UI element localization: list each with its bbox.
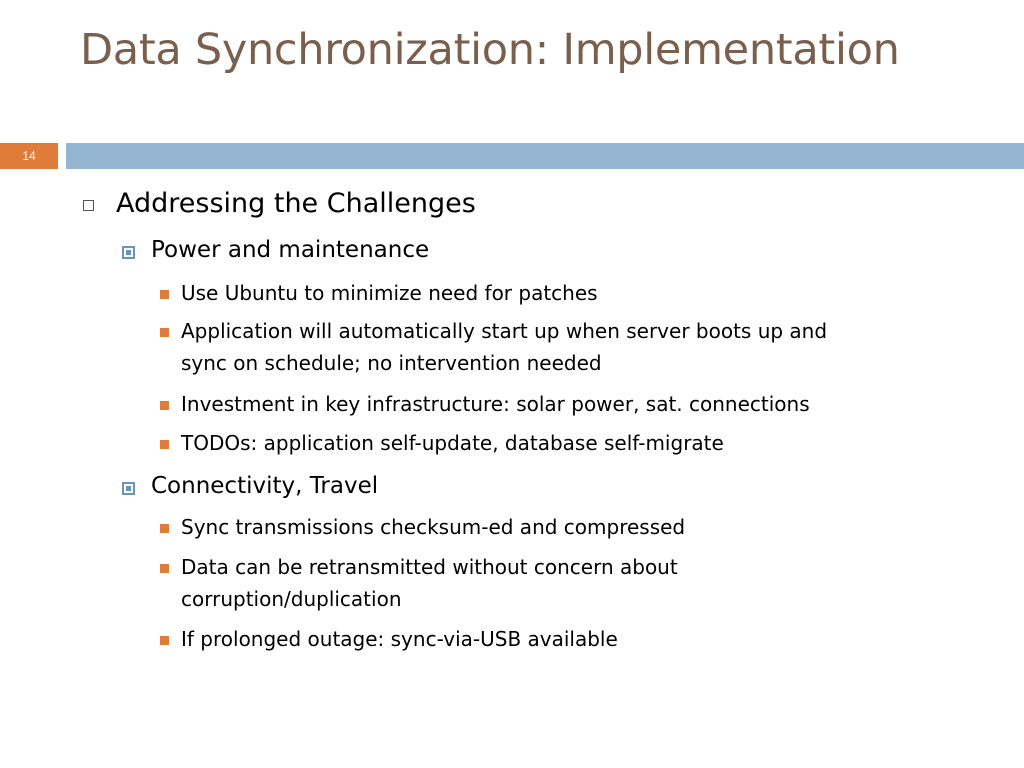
list-item: TODOs: application self-update, database self-migrate (181, 431, 724, 455)
square-bullet-icon (160, 440, 169, 449)
heading-addressing-challenges: Addressing the Challenges (116, 188, 476, 219)
square-bullet-icon (160, 328, 169, 337)
list-item: Use Ubuntu to minimize need for patches (181, 281, 598, 305)
square-bullet-icon (160, 290, 169, 299)
square-bullet-icon (160, 636, 169, 645)
square-bullet-icon (160, 524, 169, 533)
list-item: Investment in key infrastructure: solar power, sat. connections (181, 392, 810, 416)
framed-square-bullet-icon (122, 482, 135, 495)
list-item: Application will automatically start up when server boots up and (181, 319, 828, 343)
hollow-square-bullet-icon (83, 200, 94, 211)
list-item-continuation: sync on schedule; no intervention needed (181, 351, 602, 375)
subheading-power-maintenance: Power and maintenance (151, 237, 430, 263)
square-bullet-icon (160, 564, 169, 573)
list-item: Data can be retransmitted without concern about (181, 555, 678, 579)
list-item: If prolonged outage: sync-via-USB available (181, 627, 618, 651)
slide-number: 14 (0, 143, 58, 169)
slide-title: Data Synchronization: Implementation (80, 25, 900, 75)
framed-square-bullet-icon (122, 246, 135, 259)
list-item-continuation: corruption/duplication (181, 587, 402, 611)
list-item: Sync transmissions checksum-ed and compressed (181, 515, 686, 539)
square-bullet-icon (160, 401, 169, 410)
subheading-connectivity-travel: Connectivity, Travel (151, 473, 379, 499)
